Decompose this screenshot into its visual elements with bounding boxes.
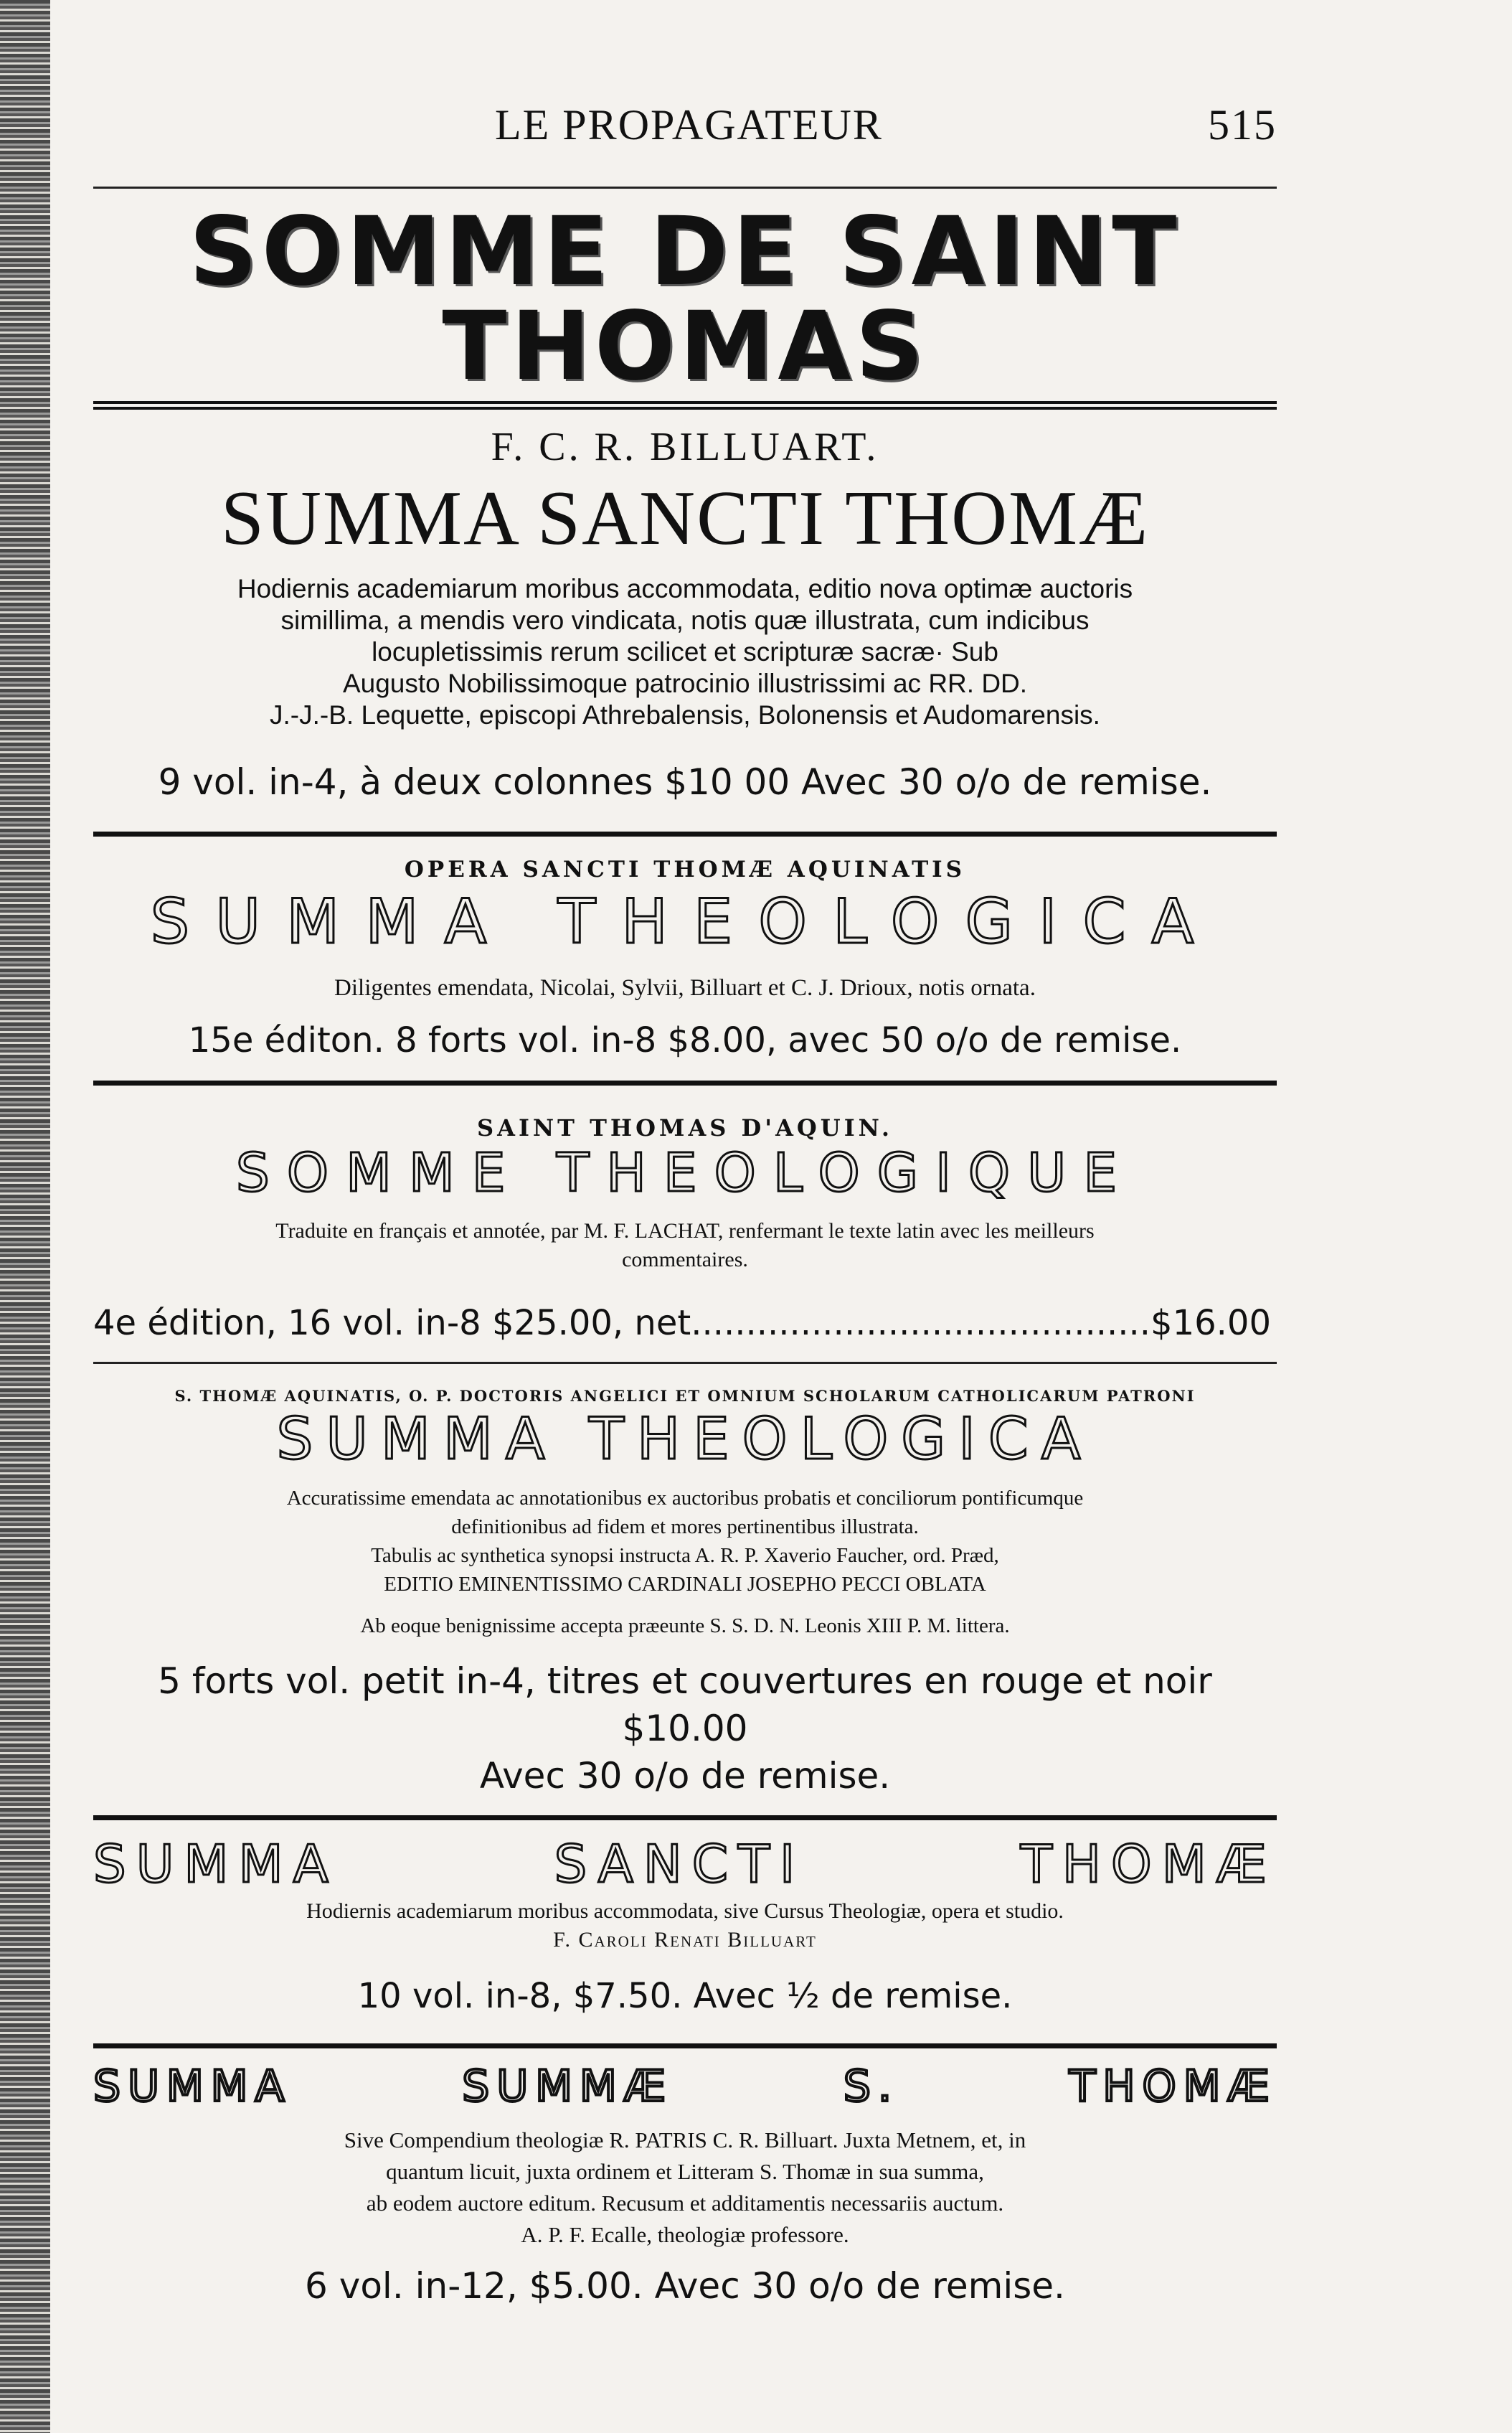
ad4-price [93,1657,1277,1799]
ad3-heading: SOMME THEOLOGIQUE [235,1142,1135,1204]
ad6-heading [93,2063,1277,2110]
running-header [93,100,1277,165]
ad4-desc-line: definitionibus ad fidem et mores pertinentibus illustrata. [451,1515,919,1539]
ad-summa-theologica-opera [93,857,1277,1060]
ad5-price: 10 vol. in-8, $7.50. Avec ½ de remise. [357,1976,1013,2017]
ad5-heading [93,1836,1277,1893]
ad-summa-summae [93,2063,1277,2307]
ad5-desc-line: Hodiernis academiarum moribus accommodata, sive Cursus Theologiæ, opera et studio. [306,1899,1064,1924]
ad4-kicker: S. THOMÆ AQUINATIS, O. P. DOCTORIS ANGELICI ET OMNIUM SCHOLARUM CATHOLICARUM PATRONI [174,1387,1196,1406]
ad6-heading-word: SUMMÆ [462,2061,674,2112]
divider [93,832,1277,837]
ad2-description: Diligentes emendata, Nicolai, Sylvii, Billuart et C. J. Drioux, notis ornata. [334,974,1036,1001]
ad4-price-line: 5 forts vol. petit in-4, titres et couvertures en rouge et noir $10.00 [158,1660,1212,1750]
ad4-desc-line: Accuratissime emendata ac annotationibus ex auctoribus probatis et conciliorum pontificumque [286,1487,1084,1510]
ad-summa-theologica-pecci [93,1387,1277,1799]
ad4-desc-line: Ab eoque benignissime accepta præeunte S. S. D. N. Leonis XIII P. M. littera. [360,1614,1010,1638]
ad4-desc-line: EDITIO EMINENTISSIMO CARDINALI JOSEPHO PECCI OBLATA [384,1573,986,1596]
ad6-desc-line: A. P. F. Ecalle, theologiæ professore. [521,2222,849,2248]
ad-somme-theologique [93,1114,1277,1343]
divider [93,1815,1277,1820]
page-number: 515 [1208,101,1277,149]
ad4-desc-line: Tabulis ac synthetica synopsi instructa A. R. P. Xaverio Faucher, ord. Præd, [371,1544,999,1568]
ad1-heading: SUMMA SANCTI THOMÆ [220,476,1150,561]
divider [93,1081,1277,1086]
ad6-description [93,2124,1277,2251]
ad6-heading-word: THOMÆ [1069,2061,1277,2112]
ad1-desc-line: simillima, a mendis vero vindicata, notis quæ illustrata, cum indicibus [280,606,1090,636]
ad3-price: 4e édition, 16 vol. in-8 $25.00, net..........................................$16.00 [93,1303,1271,1344]
ad1-desc-line: Augusto Nobilissimoque patrocinio illustrissimi ac RR. DD. [342,669,1028,699]
running-title: LE PROPAGATEUR [495,101,883,149]
ad6-price: 6 vol. in-12, $5.00. Avec 30 o/o de remise. [305,2265,1065,2307]
ad2-price: 15e éditon. 8 forts vol. in-8 $8.00, avec 50 o/o de remise. [188,1020,1182,1060]
ad2-heading: SUMMA THEOLOGICA [150,886,1220,959]
ad5-desc-line: F. Caroli Renati Billuart [553,1928,817,1952]
ad5-heading-word: SANCTI [554,1834,805,1895]
ad1-desc-line: Hodiernis academiarum moribus accommodata, editio nova optimæ auctoris [237,574,1133,604]
ad5-heading-word: THOMÆ [1020,1834,1277,1895]
ad4-description [93,1484,1277,1640]
ad-summa-sancti-thomae-billuart [93,1836,1277,2016]
ad6-heading-word: S. [843,2061,899,2112]
ad1-desc-line: J.-J.-B. Lequette, episcopi Athrebalensis, Bolonensis et Audomarensis. [270,700,1100,730]
book-binding-edge [0,0,50,2433]
ad6-desc-line: Sive Compendium theologiæ R. PATRIS C. R. Billuart. Juxta Metnem, et, in [344,2127,1026,2153]
ad4-heading: SUMMA THEOLOGICA [276,1406,1094,1473]
page [93,100,1277,2307]
ad6-desc-line: ab eodem auctore editum. Recusum et additamentis necessariis auctum. [366,2190,1004,2216]
divider [93,401,1277,410]
divider [93,2043,1277,2048]
ad3-kicker: SAINT THOMAS D'AQUIN. [477,1114,893,1142]
ad1-description [93,573,1277,731]
ad1-price: 9 vol. in-4, à deux colonnes $10 00 Avec 30 o/o de remise. [158,761,1212,804]
ad5-heading-word: SUMMA [93,1834,339,1895]
ad1-banner: SOMME DE SAINT THOMAS [189,197,1181,402]
ad1-author: F. C. R. BILLUART. [491,425,879,469]
ad3-desc-line: commentaires. [622,1248,748,1272]
ad3-desc-line: Traduite en français et annotée, par M. F. LACHAT, renfermant le texte latin avec les meilleurs [275,1219,1095,1243]
ad1-desc-line: locupletissimis rerum scilicet et scripturæ sacræ· Sub [372,637,998,667]
ad-somme-de-saint-thomas [93,189,1277,803]
ad2-kicker: OPERA SANCTI THOMÆ AQUINATIS [404,857,966,883]
ad5-description [93,1897,1277,1954]
divider [93,1362,1277,1364]
ad4-price-line: Avec 30 o/o de remise. [479,1755,891,1797]
ad6-desc-line: quantum licuit, juxta ordinem et Litteram S. Thomæ in sua summa, [386,2159,984,2185]
ad6-heading-word: SUMMA [93,2061,292,2112]
ad3-description [93,1217,1277,1274]
